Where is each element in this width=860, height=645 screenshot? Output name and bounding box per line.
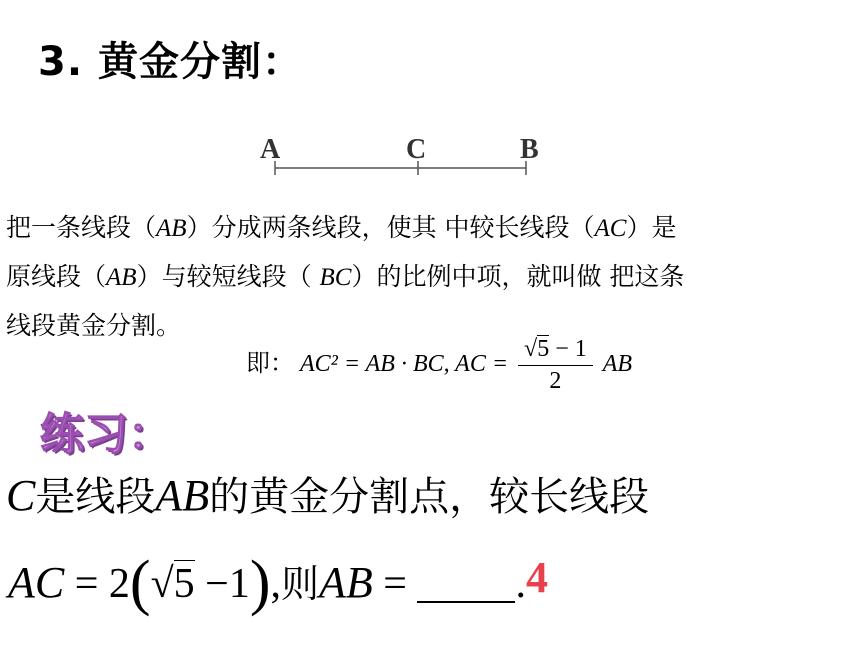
answer-blank <box>417 561 515 603</box>
point-a-label: A <box>260 134 281 165</box>
formula-tail: AB <box>602 351 633 378</box>
segment-diagram <box>258 134 548 180</box>
golden-ratio-formula: 即： AC² = AB · BC, AC = $\frac{√5 - 1}{2}$ AB <box>246 336 633 394</box>
point-c-label: C <box>406 134 427 165</box>
definition-line-3: 线段黄金分割。 <box>6 311 182 340</box>
definition-line-1: 把一条线段（AB）分成两条线段，使其 中较长线段（AC）是 <box>6 213 677 242</box>
question-line-1: C是线段AB的黄金分割点，较长线段 <box>6 471 650 520</box>
definition-text <box>6 204 858 350</box>
definition-line-2: 原线段（AB）与较短线段（ BC）的比例中项，就叫做 把这条 <box>6 262 685 291</box>
practice-label: 练习： <box>40 409 172 460</box>
point-b-label: B <box>520 134 539 165</box>
answer-value: 4 <box>526 553 548 602</box>
formula-part-1: AC² = AB · BC, AC = <box>300 351 509 378</box>
section-title: 3. 黄金分割： <box>38 39 303 85</box>
formula-fraction: $\frac{√5 - 1}{2}$ <box>518 336 593 395</box>
segment-line <box>258 134 548 180</box>
question-line-2: AC = 2(√5 −1),则AB = . <box>8 549 526 617</box>
